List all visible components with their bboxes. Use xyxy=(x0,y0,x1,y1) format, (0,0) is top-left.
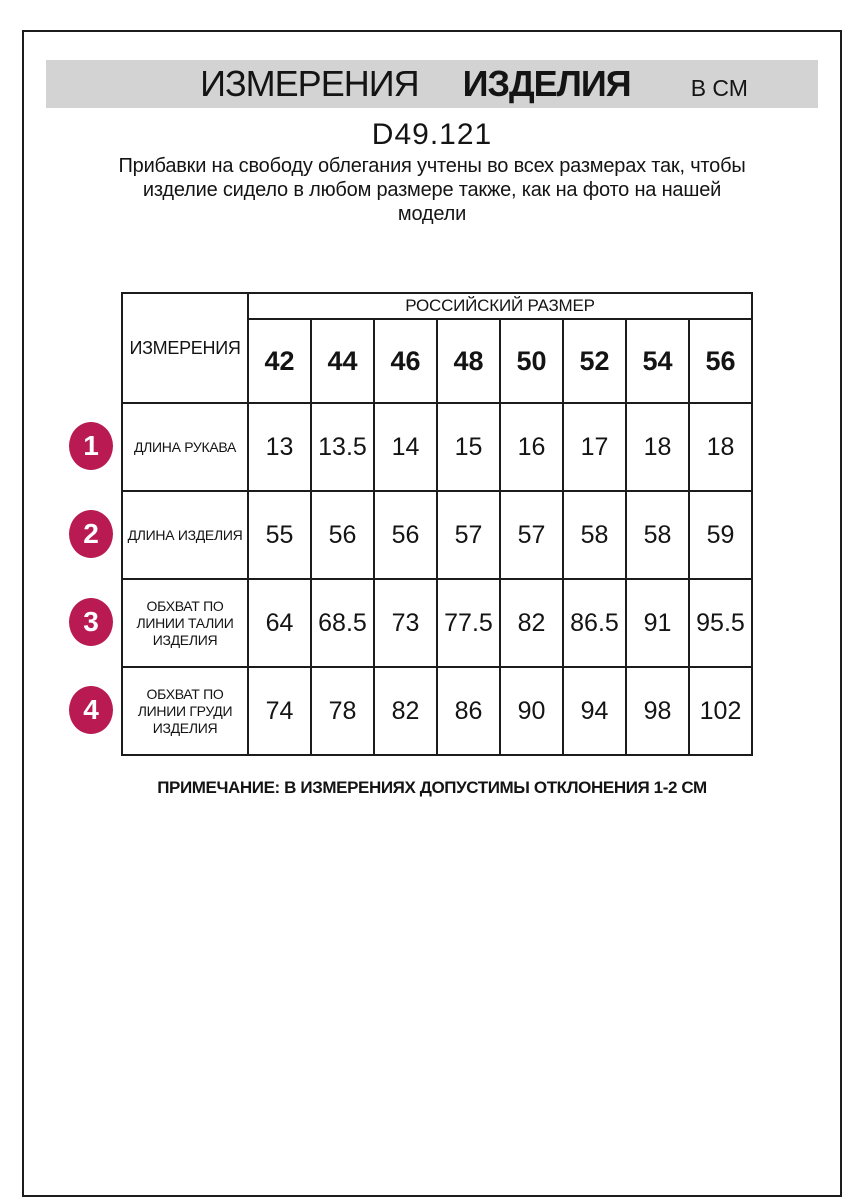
size-table xyxy=(121,292,753,756)
table-row-sleeve-length xyxy=(122,403,752,491)
value-cell: 94 xyxy=(563,667,626,755)
value-cell: 64 xyxy=(248,579,311,667)
page-border-frame xyxy=(22,30,842,1197)
fit-description-line: изделие сидело в любом размере также, как на фото на нашей xyxy=(142,179,722,201)
title-measurements: ИЗМЕРЕНИЯ xyxy=(200,63,419,104)
row-label: ДЛИНА РУКАВА xyxy=(122,403,248,491)
size-header-54: 54 xyxy=(626,319,689,403)
row-number-badge-4: 4 xyxy=(69,686,113,734)
value-cell: 82 xyxy=(500,579,563,667)
value-cell: 56 xyxy=(374,491,437,579)
size-header-44: 44 xyxy=(311,319,374,403)
value-cell: 56 xyxy=(311,491,374,579)
title-bar xyxy=(46,60,818,108)
value-cell: 16 xyxy=(500,403,563,491)
value-cell: 91 xyxy=(626,579,689,667)
tolerance-note: ПРИМЕЧАНИЕ: В ИЗМЕРЕНИЯХ ДОПУСТИМЫ ОТКЛОНЕНИЯ 1-2 СМ xyxy=(157,778,707,797)
row-number-badge-2: 2 xyxy=(69,510,113,558)
size-header-48: 48 xyxy=(437,319,500,403)
size-header-52: 52 xyxy=(563,319,626,403)
value-cell: 86.5 xyxy=(563,579,626,667)
value-cell: 59 xyxy=(689,491,752,579)
value-cell: 90 xyxy=(500,667,563,755)
value-cell: 58 xyxy=(563,491,626,579)
table-row-chest-girth xyxy=(122,667,752,755)
size-header-46: 46 xyxy=(374,319,437,403)
value-cell: 18 xyxy=(689,403,752,491)
row-number-badge-3: 3 xyxy=(69,598,113,646)
value-cell: 78 xyxy=(311,667,374,755)
title-product: ИЗДЕЛИЯ xyxy=(462,63,631,104)
fit-description xyxy=(24,154,840,226)
size-header-42: 42 xyxy=(248,319,311,403)
row-label: ДЛИНА ИЗДЕЛИЯ xyxy=(122,491,248,579)
table-row-item-length xyxy=(122,491,752,579)
fit-description-line: модели xyxy=(397,203,467,225)
value-cell: 57 xyxy=(437,491,500,579)
value-cell: 68.5 xyxy=(311,579,374,667)
title-unit: В СМ xyxy=(690,75,748,101)
value-cell: 58 xyxy=(626,491,689,579)
page-title xyxy=(200,63,748,105)
value-cell: 82 xyxy=(374,667,437,755)
value-cell: 95.5 xyxy=(689,579,752,667)
value-cell: 73 xyxy=(374,579,437,667)
value-cell: 98 xyxy=(626,667,689,755)
table-row-waist-girth xyxy=(122,579,752,667)
value-cell: 14 xyxy=(374,403,437,491)
value-cell: 15 xyxy=(437,403,500,491)
value-cell: 13 xyxy=(248,403,311,491)
value-cell: 77.5 xyxy=(437,579,500,667)
size-header-50: 50 xyxy=(500,319,563,403)
measure-column-header: ИЗМЕРЕНИЯ xyxy=(122,293,248,403)
row-number-badge-1: 1 xyxy=(69,422,113,470)
row-label: ОБХВАТ ПО ЛИНИИ ТАЛИИ ИЗДЕЛИЯ xyxy=(122,579,248,667)
value-cell: 13.5 xyxy=(311,403,374,491)
product-code: D49.121 xyxy=(371,118,493,151)
value-cell: 74 xyxy=(248,667,311,755)
value-cell: 102 xyxy=(689,667,752,755)
value-cell: 18 xyxy=(626,403,689,491)
value-cell: 55 xyxy=(248,491,311,579)
value-cell: 17 xyxy=(563,403,626,491)
size-group-header: РОССИЙСКИЙ РАЗМЕР xyxy=(248,293,752,319)
row-label: ОБХВАТ ПО ЛИНИИ ГРУДИ ИЗДЕЛИЯ xyxy=(122,667,248,755)
size-header-56: 56 xyxy=(689,319,752,403)
value-cell: 57 xyxy=(500,491,563,579)
fit-description-line: Прибавки на свободу облегания учтены во всех размерах так, чтобы xyxy=(118,155,746,177)
size-table-group-row xyxy=(122,293,752,319)
value-cell: 86 xyxy=(437,667,500,755)
